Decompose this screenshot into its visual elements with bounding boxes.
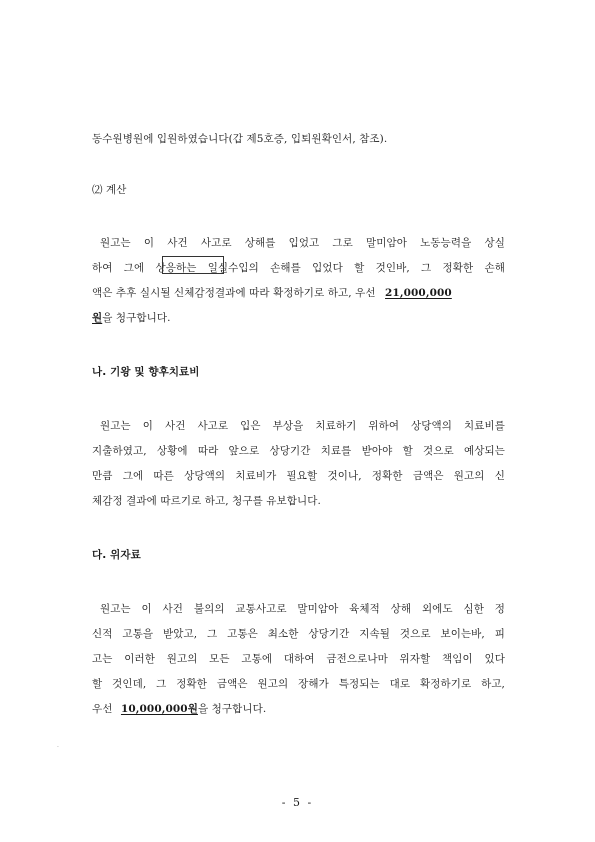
paragraph-line: 동수원병원에 입원하였습니다(갑 제5호증, 입퇴원확인서, 참조). <box>92 133 388 145</box>
paragraph-line: 할 것인데, 그 정확한 금액은 원고의 장해가 특정되는 대로 확정하기로 하고, <box>92 678 505 690</box>
paragraph-text: 을 청구합니다. <box>102 312 171 324</box>
paragraph-line: 하여 그에 상응하는 일실수입의 손해를 입었다 할 것인바, 그 정확한 손해 <box>92 262 505 274</box>
section-heading-consolation: 다. 위자료 <box>92 549 141 561</box>
section-heading-medical-costs: 나. 기왕 및 향후치료비 <box>92 366 200 378</box>
paragraph-text: 을 청구합니다. <box>197 703 267 715</box>
paragraph-text: 액은 추후 실시될 신체감정결과에 따라 확정하기로 하고, 우선 <box>92 287 376 299</box>
paragraph-line: 지출하였고, 상황에 따라 앞으로 상당기간 치료를 받아야 할 것으로 예상되는 <box>92 445 505 457</box>
paragraph-line <box>92 702 266 716</box>
paragraph-line: 원고는 이 사건 사고로 상해를 입었고 그로 말미암아 노동능력을 상실 <box>100 237 505 249</box>
section-subheading-calculation: ⑵ 계산 <box>92 184 127 196</box>
claim-amount: 21,000,000 <box>385 287 452 299</box>
paragraph-line: 신적 고통을 받았고, 그 고통은 최소한 상당기간 지속될 것으로 보이는바, 피 <box>92 628 505 640</box>
paragraph-line <box>92 311 171 325</box>
claim-amount: 10,000,000원 <box>120 703 198 715</box>
paragraph-line: 고는 이러한 원고의 모든 고통에 대하여 금전으로나마 위자할 책임이 있다 <box>92 653 505 665</box>
redaction-box <box>162 256 224 274</box>
paragraph-line <box>92 286 452 300</box>
page-number: - 5 - <box>281 796 314 809</box>
paragraph-line: 만큼 그에 따른 상당액의 치료비가 필요할 것이나, 정확한 금액은 원고의 신 <box>92 470 505 482</box>
paragraph-line: 원고는 이 사건 불의의 교통사고로 말미암아 육체적 상해 외에도 심한 정 <box>100 603 505 615</box>
paragraph-line: 체감정 결과에 따르기로 하고, 청구를 유보합니다. <box>92 495 321 507</box>
paragraph-line: 원고는 이 사건 사고로 입은 부상을 치료하기 위하여 상당액의 치료비를 <box>100 420 505 432</box>
claim-amount-unit: 원 <box>92 312 103 324</box>
scan-mark: · <box>57 744 59 751</box>
paragraph-text: 우선 <box>92 703 113 715</box>
